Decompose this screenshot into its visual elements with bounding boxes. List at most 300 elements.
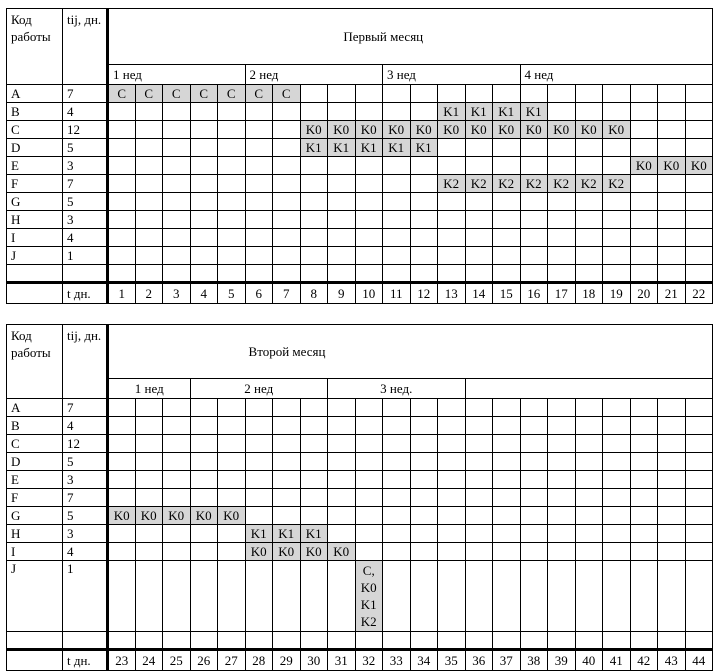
- day-number: 24: [135, 650, 163, 671]
- schedule-cell: [575, 471, 603, 489]
- blank-cell: [520, 632, 548, 650]
- job-row: [7, 471, 713, 489]
- schedule-cell: [328, 525, 356, 543]
- job-duration: 7: [63, 489, 108, 507]
- schedule-cell: [328, 247, 356, 265]
- schedule-cell: [438, 399, 466, 417]
- schedule-cell: [273, 507, 301, 525]
- day-number: 40: [575, 650, 603, 671]
- resource-label: K0: [493, 121, 521, 139]
- schedule-cell: [355, 175, 383, 193]
- schedule-cell: [548, 507, 576, 525]
- schedule-cell: [438, 247, 466, 265]
- schedule-cell: [685, 489, 713, 507]
- day-number: 1: [108, 283, 136, 304]
- schedule-cell: [218, 471, 246, 489]
- schedule-cell: [190, 525, 218, 543]
- resource-label: K1: [360, 597, 377, 612]
- schedule-cell: [328, 435, 356, 453]
- resource-label: C: [245, 85, 273, 103]
- schedule-cell: [273, 139, 301, 157]
- header-row: [7, 325, 713, 379]
- resource-label: K2: [520, 175, 548, 193]
- schedule-cell: [658, 561, 686, 632]
- schedule-cell: [685, 121, 713, 139]
- schedule-cell: [465, 399, 493, 417]
- blank-cell: [218, 632, 246, 650]
- schedule-cell: [410, 103, 438, 121]
- schedule-cell: [465, 453, 493, 471]
- schedule-cell: [218, 193, 246, 211]
- job-duration: 4: [63, 103, 108, 121]
- schedule-cell: [685, 525, 713, 543]
- day-number: 5: [218, 283, 246, 304]
- schedule-cell: [658, 507, 686, 525]
- job-row: [7, 489, 713, 507]
- job-duration: 12: [63, 435, 108, 453]
- job-row: [7, 193, 713, 211]
- schedule-cell: [190, 399, 218, 417]
- week-row: [7, 65, 713, 85]
- schedule-cell: [465, 85, 493, 103]
- blank-cell: [300, 632, 328, 650]
- schedule-cell: [328, 399, 356, 417]
- schedule-cell: [438, 471, 466, 489]
- schedule-cell: [520, 543, 548, 561]
- schedule-cell: [383, 417, 411, 435]
- schedule-cell: [630, 525, 658, 543]
- schedule-cell: [245, 193, 273, 211]
- schedule-cell: [218, 399, 246, 417]
- job-row: [7, 157, 713, 175]
- schedule-cell: [273, 489, 301, 507]
- day-number: 15: [493, 283, 521, 304]
- schedule-cell: [328, 193, 356, 211]
- schedule-cell: [108, 139, 136, 157]
- schedule-cell: [190, 489, 218, 507]
- schedule-cell: [108, 399, 136, 417]
- schedule-cell: [465, 471, 493, 489]
- job-row: [7, 121, 713, 139]
- schedule-cell: [108, 175, 136, 193]
- resource-label: C: [163, 85, 191, 103]
- schedule-cell: [658, 139, 686, 157]
- schedule-cell: [658, 121, 686, 139]
- schedule-cell: [218, 453, 246, 471]
- schedule-cell: [108, 157, 136, 175]
- job-code: B: [7, 417, 63, 435]
- blank-cell: [328, 265, 356, 283]
- resource-label: K2: [438, 175, 466, 193]
- job-row: [7, 525, 713, 543]
- day-number: 14: [465, 283, 493, 304]
- schedule-cell: [108, 121, 136, 139]
- schedule-cell: [300, 471, 328, 489]
- schedule-cell: [658, 543, 686, 561]
- schedule-cell: [493, 229, 521, 247]
- blank-cell: [520, 265, 548, 283]
- job-duration: 12: [63, 121, 108, 139]
- schedule-cell: [603, 229, 631, 247]
- schedule-cell: [355, 417, 383, 435]
- job-duration: 4: [63, 229, 108, 247]
- schedule-cell: [273, 193, 301, 211]
- schedule-cell: [465, 489, 493, 507]
- schedule-cell: [575, 211, 603, 229]
- day-number: 23: [108, 650, 136, 671]
- schedule-cell: [493, 489, 521, 507]
- schedule-cell: [245, 399, 273, 417]
- schedule-cell: [355, 507, 383, 525]
- job-row: [7, 85, 713, 103]
- schedule-cell: [465, 139, 493, 157]
- job-code: C: [7, 121, 63, 139]
- schedule-cell: [685, 543, 713, 561]
- job-duration: 3: [63, 157, 108, 175]
- schedule-cell: [383, 453, 411, 471]
- schedule-cell: [300, 85, 328, 103]
- schedule-cell: [520, 229, 548, 247]
- schedule-cell: [163, 211, 191, 229]
- schedule-cell: [163, 417, 191, 435]
- job-code: E: [7, 471, 63, 489]
- schedule-cell: [135, 489, 163, 507]
- schedule-cell: [520, 193, 548, 211]
- day-number: 16: [520, 283, 548, 304]
- schedule-cell: [135, 139, 163, 157]
- schedule-cell: [685, 471, 713, 489]
- resource-label: K0: [465, 121, 493, 139]
- day-number-row: [7, 650, 713, 671]
- schedule-cell: [685, 417, 713, 435]
- schedule-cell: [438, 489, 466, 507]
- schedule-cell: [465, 435, 493, 453]
- schedule-cell: [135, 247, 163, 265]
- schedule-cell: [685, 211, 713, 229]
- footer-blank: [7, 650, 63, 671]
- schedule-cell: [548, 211, 576, 229]
- schedule-cell: [548, 561, 576, 632]
- day-number: 31: [328, 650, 356, 671]
- schedule-cell: [493, 453, 521, 471]
- schedule-cell: [383, 103, 411, 121]
- schedule-cell: [438, 157, 466, 175]
- schedule-cell: [355, 229, 383, 247]
- resource-label: K0: [245, 543, 273, 561]
- schedule-cell: [135, 543, 163, 561]
- job-code: J: [7, 561, 63, 632]
- resource-label: C: [135, 85, 163, 103]
- job-duration: 4: [63, 417, 108, 435]
- schedule-cell: [245, 175, 273, 193]
- resource-label: K1: [328, 139, 356, 157]
- day-number: 20: [630, 283, 658, 304]
- schedule-cell: [245, 417, 273, 435]
- schedule-cell: [520, 561, 548, 632]
- schedule-cell: [273, 121, 301, 139]
- job-code: I: [7, 229, 63, 247]
- schedule-cell: [603, 489, 631, 507]
- resource-label: K0: [218, 507, 246, 525]
- schedule-cell: [410, 507, 438, 525]
- job-duration: 3: [63, 211, 108, 229]
- schedule-cell: [493, 157, 521, 175]
- schedule-cell: [548, 229, 576, 247]
- week-label: 1 нед: [108, 379, 191, 399]
- resource-label: K0: [135, 507, 163, 525]
- day-number: 44: [685, 650, 713, 671]
- schedule-cell: [300, 193, 328, 211]
- second-month-table: [6, 324, 713, 671]
- day-number: 38: [520, 650, 548, 671]
- schedule-cell: [630, 489, 658, 507]
- blank-cell: [355, 632, 383, 650]
- resource-label: K0: [328, 121, 356, 139]
- schedule-cell: [163, 103, 191, 121]
- schedule-cell: [135, 103, 163, 121]
- title-blank: [465, 325, 713, 379]
- resource-label: K0: [355, 121, 383, 139]
- footer-blank: [7, 283, 63, 304]
- schedule-cell: [603, 399, 631, 417]
- schedule-cell: [575, 399, 603, 417]
- schedule-cell: [630, 399, 658, 417]
- schedule-cell: [603, 543, 631, 561]
- schedule-cell: [410, 157, 438, 175]
- schedule-cell: [245, 453, 273, 471]
- schedule-cell: [218, 175, 246, 193]
- job-row: [7, 453, 713, 471]
- resource-label: K2: [575, 175, 603, 193]
- schedule-cell: [355, 157, 383, 175]
- schedule-cell: [548, 103, 576, 121]
- schedule-cell: [575, 193, 603, 211]
- day-number: 22: [685, 283, 713, 304]
- schedule-cell: [520, 417, 548, 435]
- resource-label: C,: [362, 563, 375, 578]
- schedule-cell: [218, 417, 246, 435]
- schedule-cell: [658, 193, 686, 211]
- schedule-cell: [273, 435, 301, 453]
- schedule-cell: [410, 175, 438, 193]
- schedule-cell: [245, 229, 273, 247]
- schedule-cell: [493, 417, 521, 435]
- job-duration: 3: [63, 471, 108, 489]
- blank-cell: [218, 265, 246, 283]
- job-row: [7, 229, 713, 247]
- schedule-cell: [218, 247, 246, 265]
- schedule-cell: [273, 247, 301, 265]
- schedule-cell: [163, 157, 191, 175]
- schedule-cell: [630, 543, 658, 561]
- schedule-cell: [410, 211, 438, 229]
- schedule-cell: [658, 211, 686, 229]
- schedule-cell: [465, 193, 493, 211]
- job-row: [7, 417, 713, 435]
- schedule-cell: [300, 103, 328, 121]
- day-number: 37: [493, 650, 521, 671]
- schedule-cell: [548, 193, 576, 211]
- code-header: Код работы: [7, 9, 63, 85]
- schedule-cell: [493, 471, 521, 489]
- resource-label: K0: [300, 121, 328, 139]
- schedule-cell: [300, 229, 328, 247]
- day-number-row: [7, 283, 713, 304]
- title-blank: [658, 9, 713, 65]
- schedule-cell: [630, 435, 658, 453]
- schedule-cell: [493, 247, 521, 265]
- job-code: D: [7, 139, 63, 157]
- schedule-cell: [548, 85, 576, 103]
- schedule-cell: [438, 85, 466, 103]
- schedule-cell: [245, 471, 273, 489]
- schedule-cell: [273, 103, 301, 121]
- schedule-cell: [383, 229, 411, 247]
- day-number: 32: [355, 650, 383, 671]
- schedule-cell: [355, 525, 383, 543]
- schedule-cell: [520, 157, 548, 175]
- blank-cell: [63, 632, 108, 650]
- job-duration: 4: [63, 543, 108, 561]
- schedule-cell: [438, 561, 466, 632]
- schedule-cell: [520, 507, 548, 525]
- schedule-cell: [465, 417, 493, 435]
- schedule-cell: [658, 85, 686, 103]
- schedule-cell: [108, 435, 136, 453]
- schedule-cell: [410, 417, 438, 435]
- resource-label: K0: [300, 543, 328, 561]
- schedule-cell: [135, 453, 163, 471]
- job-row: [7, 103, 713, 121]
- schedule-cell: [273, 229, 301, 247]
- schedule-cell: [245, 561, 273, 632]
- blank-cell: [630, 632, 658, 650]
- job-row: [7, 139, 713, 157]
- job-duration: 5: [63, 193, 108, 211]
- blank-cell: [658, 265, 686, 283]
- schedule-cell: [548, 399, 576, 417]
- schedule-cell: [355, 435, 383, 453]
- schedule-cell: [108, 471, 136, 489]
- schedule-cell: [410, 543, 438, 561]
- week-label: 4 нед: [520, 65, 713, 85]
- day-number: 35: [438, 650, 466, 671]
- schedule-cell: [685, 247, 713, 265]
- schedule-cell: [630, 211, 658, 229]
- resource-label: K0: [603, 121, 631, 139]
- schedule-cell: [493, 561, 521, 632]
- resource-label: K0: [410, 121, 438, 139]
- schedule-cell: [685, 399, 713, 417]
- blank-cell: [658, 632, 686, 650]
- schedule-cell: [630, 103, 658, 121]
- blank-cell: [630, 265, 658, 283]
- schedule-cell: [603, 417, 631, 435]
- day-number: 12: [410, 283, 438, 304]
- resource-label: K2: [493, 175, 521, 193]
- schedule-cell: [328, 175, 356, 193]
- schedule-cell: [685, 507, 713, 525]
- day-number: 18: [575, 283, 603, 304]
- schedule-cell: [355, 453, 383, 471]
- schedule-cell: [300, 417, 328, 435]
- schedule-cell: [575, 417, 603, 435]
- schedule-cell: [218, 561, 246, 632]
- day-number: 7: [273, 283, 301, 304]
- schedule-cell: [328, 453, 356, 471]
- schedule-cell: [108, 453, 136, 471]
- resource-label: K0: [190, 507, 218, 525]
- schedule-cell: [135, 435, 163, 453]
- blank-cell: [328, 632, 356, 650]
- schedule-cell: [218, 157, 246, 175]
- resource-label: C: [108, 85, 136, 103]
- schedule-cell: [163, 525, 191, 543]
- schedule-cell: [245, 435, 273, 453]
- schedule-cell: [135, 229, 163, 247]
- schedule-cell: [383, 193, 411, 211]
- schedule-cell: [273, 157, 301, 175]
- schedule-cell: [603, 157, 631, 175]
- schedule-cell: [108, 543, 136, 561]
- schedule-cell: [575, 489, 603, 507]
- blank-cell: [273, 265, 301, 283]
- day-number: 33: [383, 650, 411, 671]
- resource-label: K1: [245, 525, 273, 543]
- schedule-cell: [273, 211, 301, 229]
- job-duration: 7: [63, 85, 108, 103]
- schedule-cell: [108, 417, 136, 435]
- job-code: E: [7, 157, 63, 175]
- job-code: C: [7, 435, 63, 453]
- blank-cell: [685, 265, 713, 283]
- blank-cell: [438, 265, 466, 283]
- job-row: [7, 435, 713, 453]
- schedule-cell: [328, 471, 356, 489]
- schedule-cell: [300, 247, 328, 265]
- schedule-cell: [438, 507, 466, 525]
- schedule-cell: [355, 489, 383, 507]
- schedule-cell: [658, 247, 686, 265]
- blank-cell: [300, 265, 328, 283]
- schedule-cell: [355, 211, 383, 229]
- day-number: 26: [190, 650, 218, 671]
- blank-cell: [355, 265, 383, 283]
- schedule-cell: [465, 561, 493, 632]
- resource-label: K1: [383, 139, 411, 157]
- schedule-cell: [410, 489, 438, 507]
- resource-label: K1: [300, 139, 328, 157]
- job-code: H: [7, 211, 63, 229]
- schedule-cell: [603, 85, 631, 103]
- job-code: G: [7, 507, 63, 525]
- t-days-label: t дн.: [63, 283, 108, 304]
- schedule-cell: [190, 417, 218, 435]
- schedule-cell: [410, 453, 438, 471]
- schedule-cell: [163, 175, 191, 193]
- resource-label: C: [273, 85, 301, 103]
- schedule-cell: [383, 157, 411, 175]
- week-label: 1 нед: [108, 65, 246, 85]
- blank-cell: [63, 265, 108, 283]
- schedule-cell: [658, 399, 686, 417]
- schedule-cell: [218, 211, 246, 229]
- schedule-cell: [658, 525, 686, 543]
- blank-cell: [7, 265, 63, 283]
- schedule-cell: [575, 561, 603, 632]
- schedule-cell: [685, 453, 713, 471]
- job-duration: 5: [63, 453, 108, 471]
